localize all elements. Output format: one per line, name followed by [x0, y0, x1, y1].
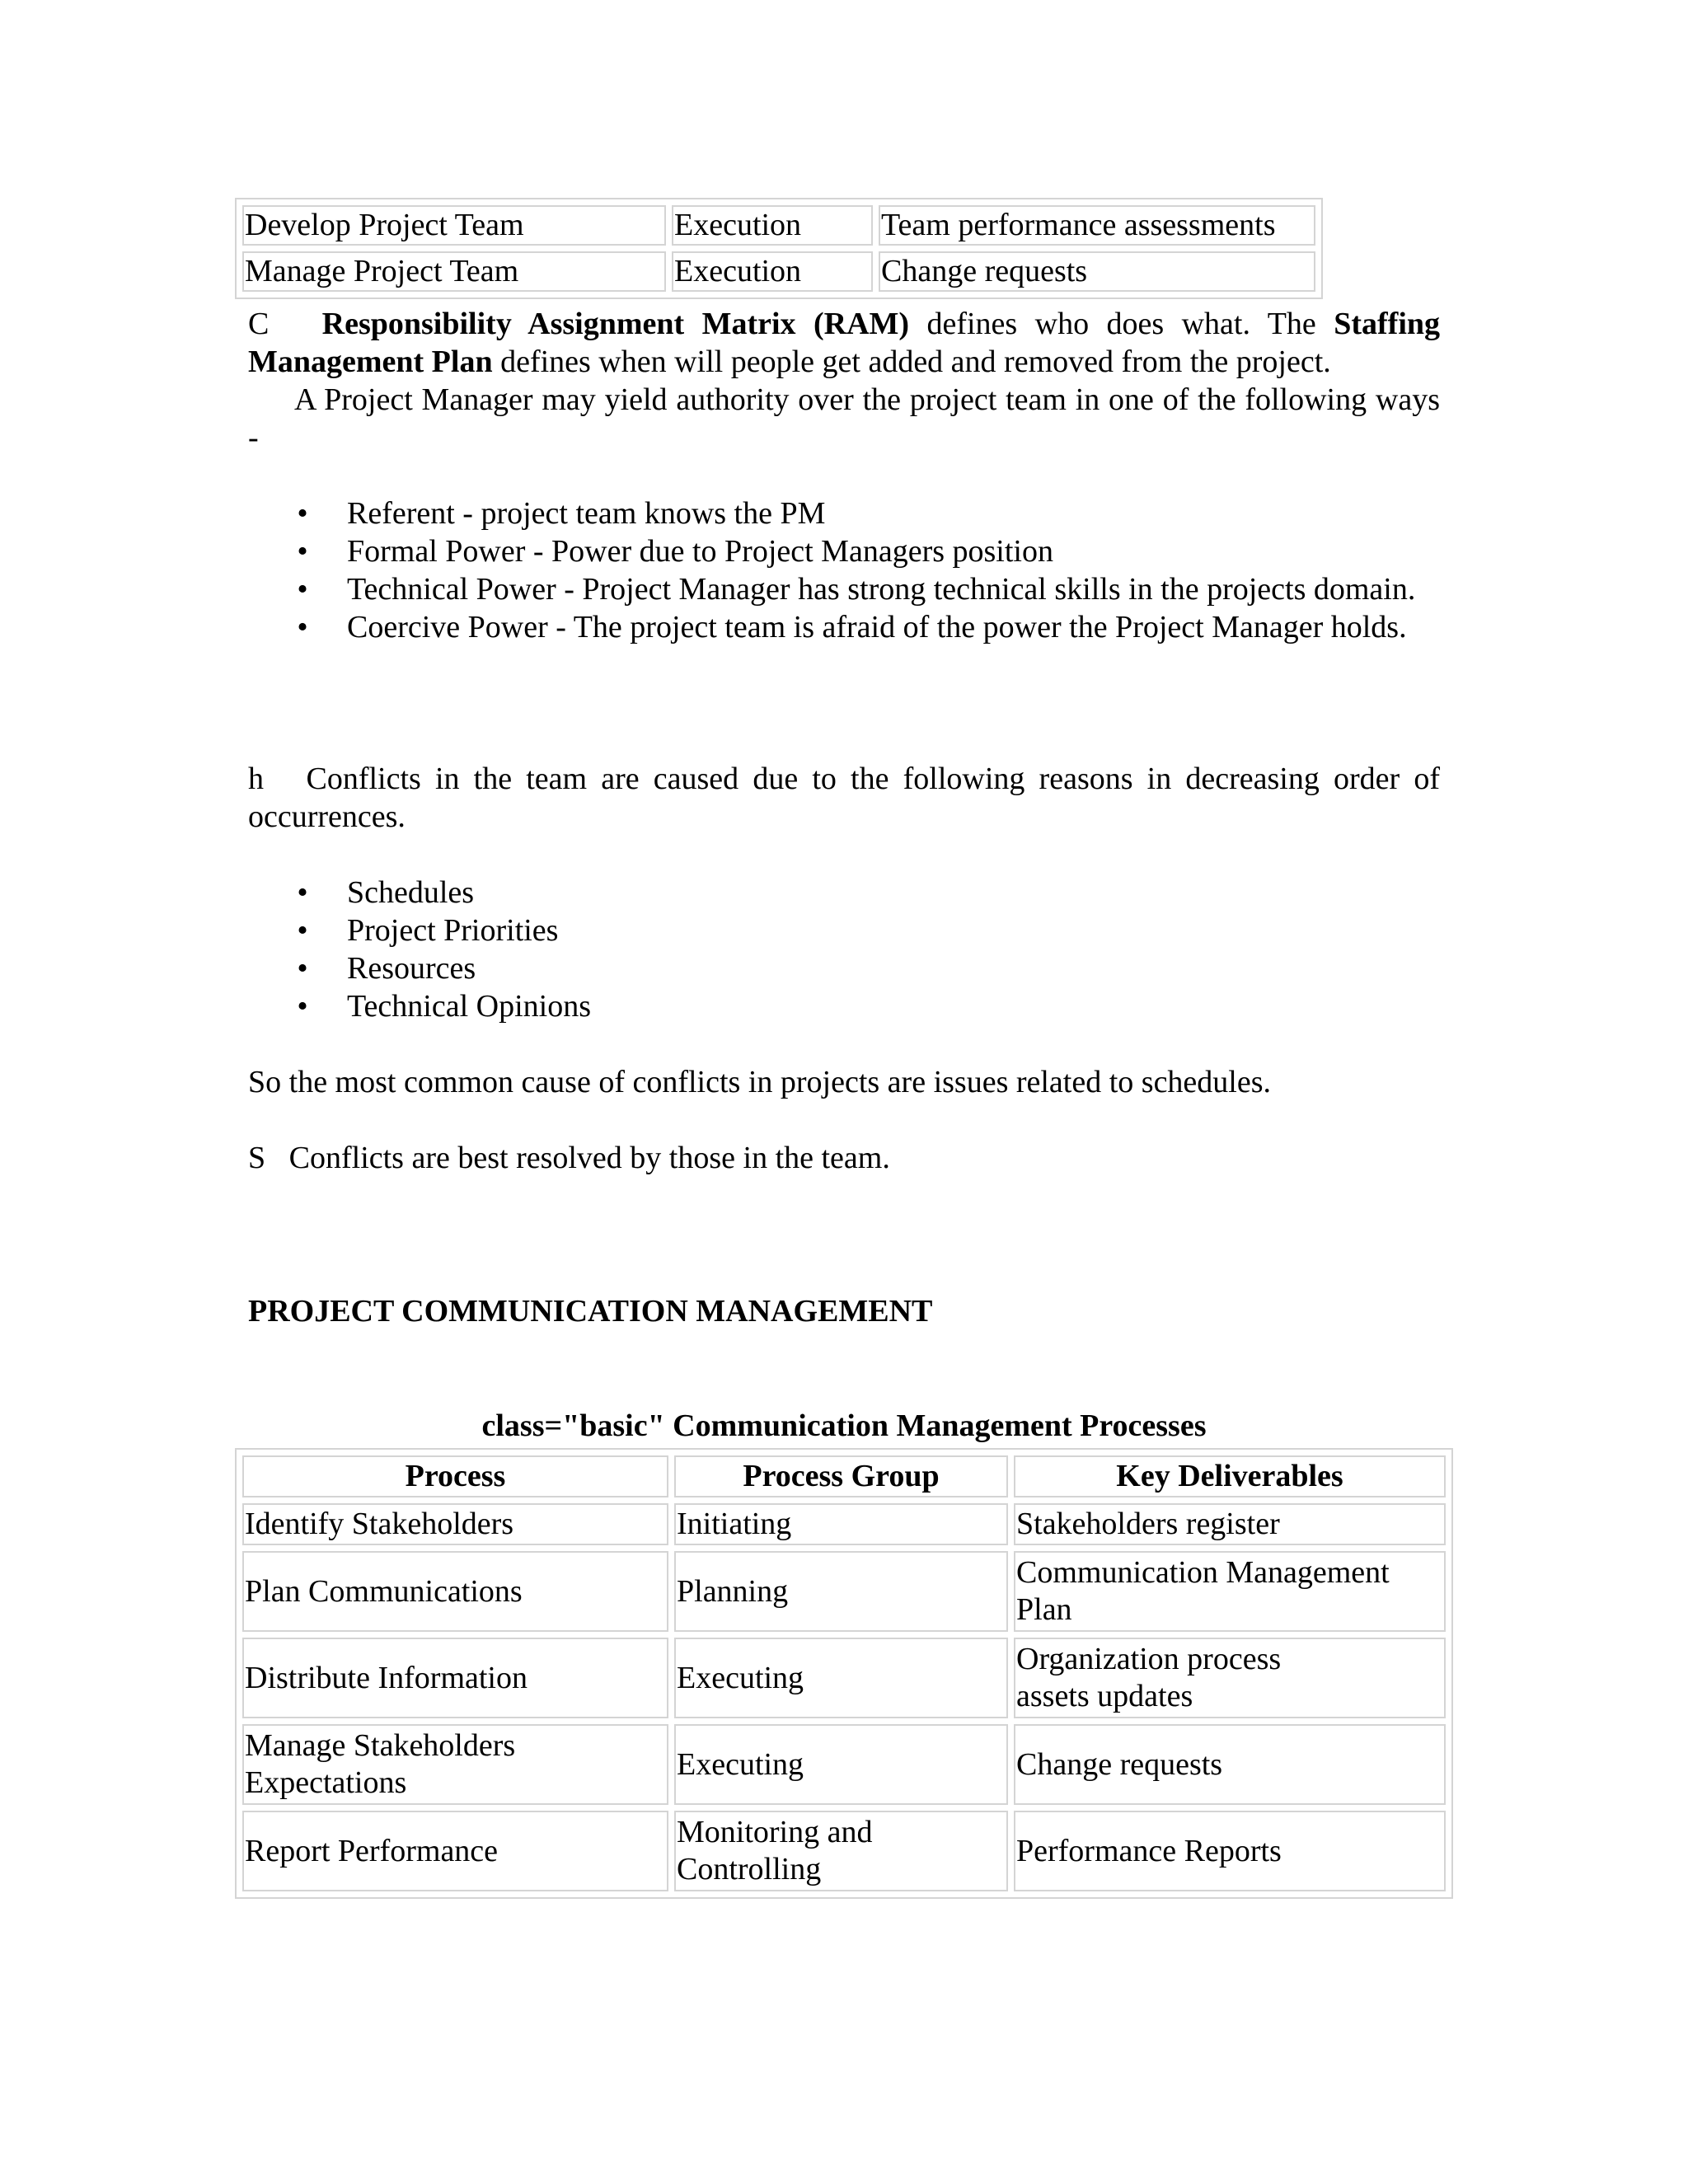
- list-item-text: Resources: [347, 951, 476, 986]
- table-cell: [1014, 1551, 1446, 1632]
- list-item-text: Formal Power - Power due to Project Managers position: [347, 534, 1053, 569]
- paragraph-text: defines who does what. The: [909, 307, 1334, 341]
- bullet-icon: •: [297, 951, 308, 986]
- paragraph-marker: S: [248, 1141, 266, 1175]
- staffing-plan-term: Staffing Management Plan: [248, 307, 1441, 379]
- cell-line: Manage Stakeholders: [245, 1728, 516, 1763]
- list-item-text: Technical Opinions: [347, 989, 591, 1024]
- paragraph-marker: h: [248, 762, 264, 796]
- list-item: [248, 949, 1440, 987]
- authority-intro: A Project Manager may yield authority over the project team in one of the following ways -: [248, 382, 1440, 455]
- cell-line: Organization process: [1016, 1642, 1282, 1676]
- table-cell: Planning: [674, 1551, 1008, 1632]
- table-cell: Manage Project Team: [242, 251, 666, 292]
- table-cell: Executing: [674, 1724, 1008, 1805]
- communication-processes-table: [235, 1448, 1453, 1899]
- paragraph-text: Conflicts in the team are caused due to the following reasons in decreasing order of occurrences.: [248, 762, 1440, 834]
- table-cell: Team performance assessments: [879, 205, 1315, 246]
- cell-line: Monitoring and: [677, 1815, 873, 1849]
- table-cell: Develop Project Team: [242, 205, 666, 246]
- list-item: [248, 912, 1440, 949]
- bullet-icon: •: [297, 989, 308, 1024]
- table-cell: Change requests: [879, 251, 1315, 292]
- table-cell: Stakeholders register: [1014, 1503, 1446, 1545]
- list-item-text: Coercive Power - The project team is afraid of the power the Project Manager holds.: [347, 610, 1407, 644]
- bullet-icon: •: [297, 534, 308, 569]
- table-header-row: [242, 1455, 1446, 1497]
- list-item: [248, 570, 1440, 608]
- bullet-icon: •: [297, 610, 308, 644]
- paragraph-text: defines when will people get added and removed from the project.: [492, 344, 1331, 379]
- cell-line: Communication Management: [1016, 1555, 1390, 1590]
- table-caption: class="basic" Communication Management Processes: [481, 1408, 1207, 1443]
- cell-line: assets updates: [1016, 1679, 1193, 1713]
- table-cell: Plan Communications: [242, 1551, 668, 1632]
- section-heading: PROJECT COMMUNICATION MANAGEMENT: [248, 1294, 933, 1329]
- column-header: Key Deliverables: [1014, 1455, 1446, 1497]
- conflict-causes-list: [248, 874, 1440, 1025]
- list-item-text: Schedules: [347, 875, 475, 910]
- bullet-icon: •: [297, 913, 308, 948]
- table-cell: Execution: [672, 251, 873, 292]
- authority-list: [248, 494, 1440, 646]
- table-row: [242, 1638, 1446, 1718]
- table-cell: Distribute Information: [242, 1638, 668, 1718]
- table-cell: Executing: [674, 1638, 1008, 1718]
- table-row: [242, 1724, 1446, 1805]
- table-cell: Initiating: [674, 1503, 1008, 1545]
- table-cell: Execution: [672, 205, 873, 246]
- cell-line: Expectations: [245, 1765, 407, 1800]
- bullet-icon: •: [297, 572, 308, 607]
- resolve-note: [248, 1139, 1440, 1177]
- ram-paragraph: [248, 305, 1440, 381]
- paragraph-text: Conflicts are best resolved by those in the team.: [288, 1141, 890, 1175]
- paragraph-marker: C: [248, 307, 270, 341]
- cell-line: Plan: [1016, 1592, 1072, 1627]
- table-row: [242, 251, 1315, 292]
- list-item-text: Technical Power - Project Manager has strong technical skills in the projects domain.: [347, 572, 1416, 607]
- table-cell: [674, 1811, 1008, 1891]
- list-item: [248, 608, 1440, 646]
- schedule-note: So the most common cause of conflicts in projects are issues related to schedules.: [248, 1065, 1272, 1099]
- table-row: [242, 1811, 1446, 1891]
- table-cell: Change requests: [1014, 1724, 1446, 1805]
- column-header: Process Group: [674, 1455, 1008, 1497]
- table-cell: Performance Reports: [1014, 1811, 1446, 1891]
- table-row: [242, 1551, 1446, 1632]
- list-item: [248, 987, 1440, 1025]
- table-cell: [242, 1724, 668, 1805]
- bullet-icon: •: [297, 496, 308, 531]
- conflict-paragraph: [248, 760, 1440, 836]
- table-cell: [1014, 1638, 1446, 1718]
- list-item-text: Referent - project team knows the PM: [347, 496, 826, 531]
- list-item: [248, 874, 1440, 912]
- bullet-icon: •: [297, 875, 308, 910]
- team-processes-table: [235, 198, 1323, 299]
- list-item: [248, 532, 1440, 570]
- ram-term: Responsibility Assignment Matrix (RAM): [321, 307, 910, 341]
- cell-line: Controlling: [677, 1852, 822, 1886]
- table-row: [242, 205, 1315, 246]
- list-item-text: Project Priorities: [347, 913, 559, 948]
- list-item: [248, 494, 1440, 532]
- table-cell: Report Performance: [242, 1811, 668, 1891]
- table-row: [242, 1503, 1446, 1545]
- column-header: Process: [242, 1455, 668, 1497]
- table-cell: Identify Stakeholders: [242, 1503, 668, 1545]
